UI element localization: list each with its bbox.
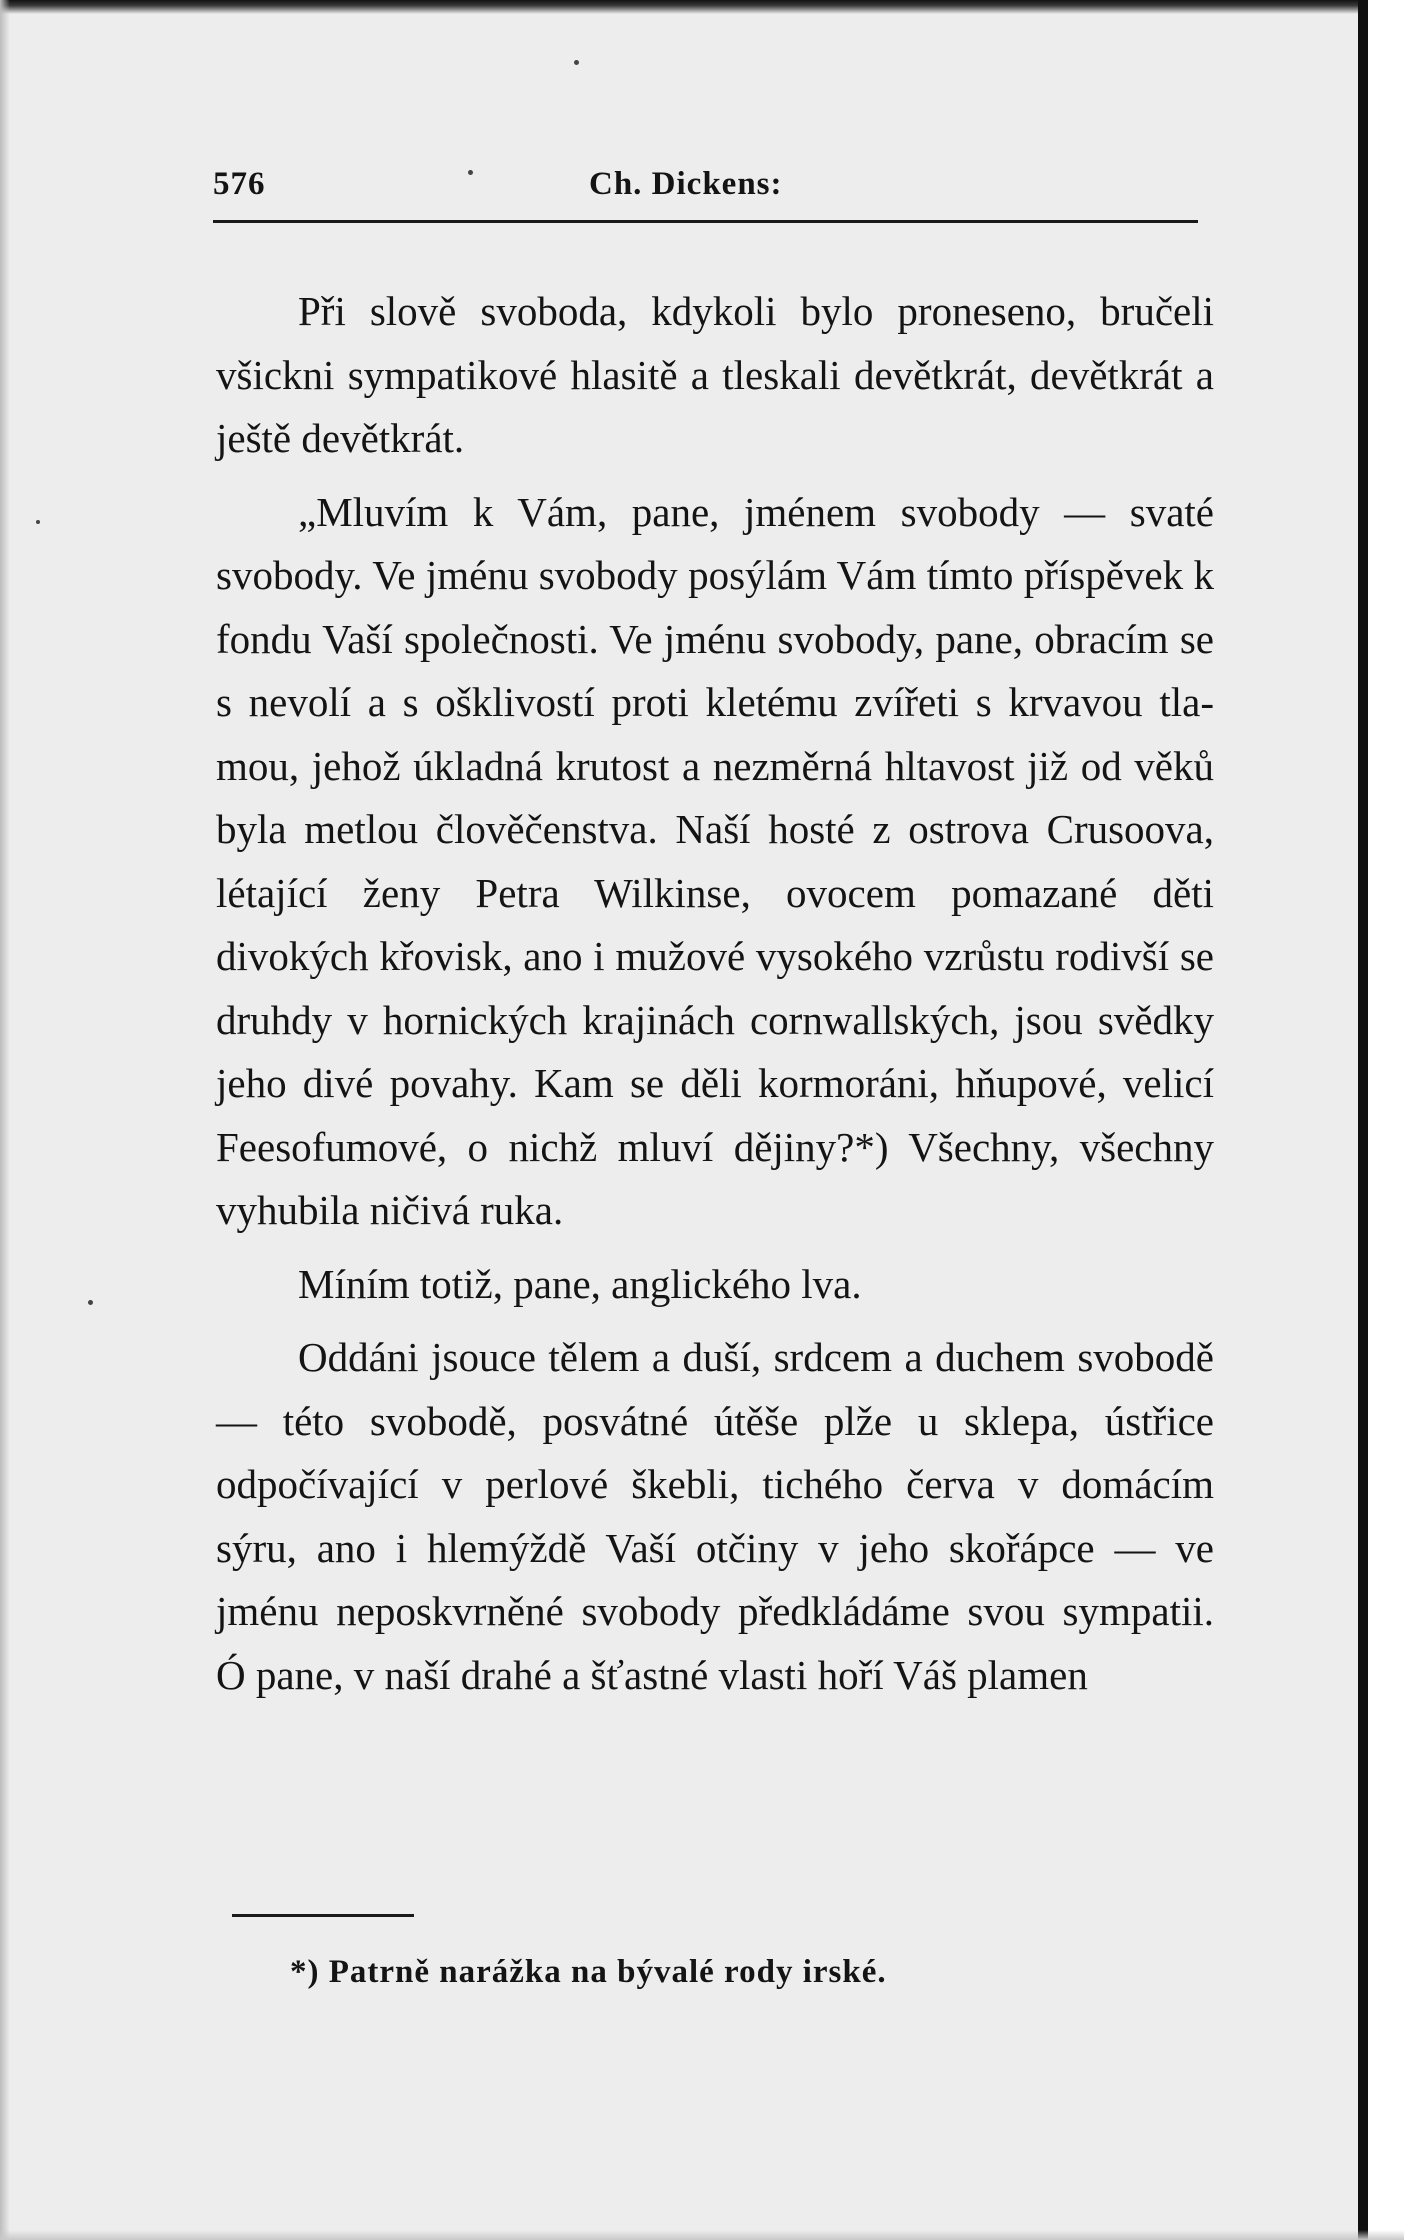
scan-speck: [574, 60, 579, 65]
paragraph: Oddáni jsouce tělem a duší, srdcem a duchem svobodě — této svobodě, posvátné útěše plže u sklepa, ústřice odpočívající v perlové škebli, tichého červa v domácím sýru, ano i hlemýždě Vaší otčiny v jeho skořápce — ve jménu neposkvrněné svobody předkládáme svou sympatii. Ó pane, v naší drahé a šťastné vlasti hoří Váš plamen: [216, 1334, 1214, 1698]
scan-speck: [88, 1300, 93, 1305]
running-head: Ch. Dickens:: [589, 166, 783, 202]
header-rule: [213, 220, 1198, 223]
footnote-rule: [232, 1914, 414, 1917]
scan-top-edge: [0, 0, 1404, 14]
scan-speck: [36, 520, 40, 524]
footnote: *) Patrně narážka na bývalé rody irské.: [290, 1954, 887, 1990]
paragraph: „Mluvím k Vám, pane, jménem svobody — svaté svobody. Ve jménu svobody posýlám Vám tímto příspěvek k fondu Vaší společnosti. Ve jménu svobody, pane, obracím se s nevolí a s ošklivostí proti kletému zvířeti s krvavou tlamou, jehož úkladná krutost a nezměrná hltavost již od věků byla metlou člověčenstva. Naší hosté z ostrova Crusoova, létající ženy Petra Wilkinse, ovocem pomazané děti divokých křovisk, ano i mužové vysokého vzrůstu rodivší se druhdy v hornických krajinách cornwallských, jsou svědky jeho divé povahy. Kam se děli kormoráni, hňupové, velicí Feesofumové, o nichž mluví dějiny?*) Všechny, všechny vyhubila ničivá ruka.: [216, 488, 1214, 1233]
page-number: 576: [213, 166, 266, 202]
paragraph: Při slově svoboda, kdykoli bylo proneseno, bručeli všickni sympatikové hlasitě a tleskali devětkrát, devětkrát a ještě devětkrát.: [216, 288, 1214, 461]
page-header: [213, 166, 1198, 216]
scan-left-edge: [0, 0, 10, 2240]
body-text: [216, 280, 1214, 1707]
scan-bottom-edge: [0, 2230, 1404, 2240]
scan-right-border: [1358, 0, 1368, 2240]
scan-right-margin: [1368, 0, 1404, 2240]
paragraph: Míním totiž, pane, anglického lva.: [298, 1260, 862, 1307]
